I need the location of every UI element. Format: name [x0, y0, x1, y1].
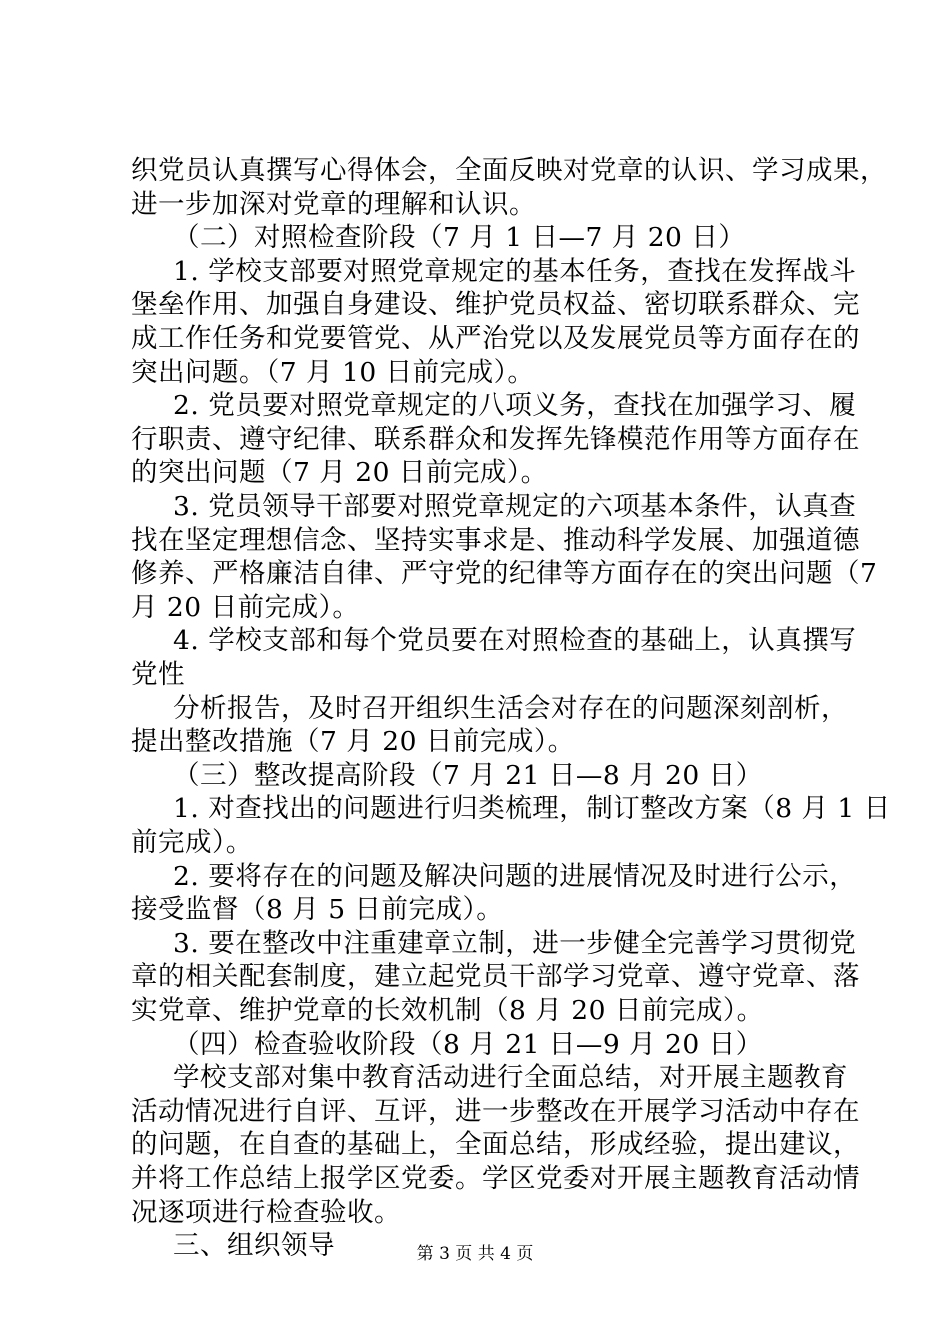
paragraph-line: 的问题，在自查的基础上，全面总结，形成经验，提出建议，: [131, 1129, 860, 1161]
paragraph-line: 找在坚定理想信念、坚持实事求是、推动科学发展、加强道德: [131, 524, 860, 556]
paragraph-line: 活动情况进行自评、互评，进一步整改在开展学习活动中存在: [131, 1095, 860, 1127]
paragraph-line: 3. 要在整改中注重建章立制，进一步健全完善学习贯彻党: [173, 927, 857, 959]
paragraph-line: 实党章、维护党章的长效机制（8 月 20 日前完成）。: [131, 995, 764, 1026]
paragraph-line: 的突出问题（7 月 20 日前完成）。: [131, 457, 548, 489]
paragraph-line: 接受监督（8 月 5 日前完成）。: [131, 894, 504, 926]
paragraph-line: 1. 学校支部要对照党章规定的基本任务，查找在发挥战斗: [173, 255, 857, 287]
paragraph-line: 进一步加深对党章的理解和认识。: [131, 188, 536, 220]
paragraph-line: 突出问题。（7 月 10 日前完成）。: [131, 356, 535, 388]
paragraph-line: 党性: [131, 659, 185, 690]
paragraph-line: 学校支部对集中教育活动进行全面总结，对开展主题教育: [173, 1062, 848, 1094]
paragraph-line: 分析报告，及时召开组织生活会对存在的问题深刻剖析，: [173, 692, 848, 724]
paragraph-line: 章的相关配套制度，建立起党员干部学习党章、遵守党章、落: [131, 961, 860, 993]
paragraph-line: 2. 要将存在的问题及解决问题的进展情况及时进行公示，: [173, 860, 857, 892]
paragraph-line: 前完成）。: [131, 827, 253, 858]
paragraph-line: 1. 对查找出的问题进行归类梳理，制订整改方案（8 月 1 日: [173, 793, 891, 825]
paragraph-line: （三）整改提高阶段（7 月 21 日—8 月 20 日）: [173, 759, 763, 791]
paragraph-line: 2. 党员要对照党章规定的八项义务，查找在加强学习、履: [173, 390, 857, 422]
paragraph-line: 行职责、遵守纪律、联系群众和发挥先锋模范作用等方面存在: [131, 423, 860, 455]
paragraph-line: 修养、严格廉洁自律、严守党的纪律等方面存在的突出问题（7: [131, 558, 878, 590]
paragraph-line: 4. 学校支部和每个党员要在对照检查的基础上，认真撰写: [173, 625, 857, 657]
paragraph-line: 况逐项进行检查验收。: [131, 1196, 401, 1228]
paragraph-line: 堡垒作用、加强自身建设、维护党员权益、密切联系群众、完: [131, 289, 860, 321]
paragraph-line: 3. 党员领导干部要对照党章规定的六项基本条件，认真查: [173, 491, 857, 522]
paragraph-line: 月 20 日前完成）。: [131, 591, 360, 623]
paragraph-line: （四）检查验收阶段（8 月 21 日—9 月 20 日）: [173, 1028, 763, 1060]
paragraph-line: （二）对照检查阶段（7 月 1 日—7 月 20 日）: [173, 222, 746, 254]
paragraph-line: 成工作任务和党要管党、从严治党以及发展党员等方面存在的: [131, 323, 860, 354]
paragraph-line: 并将工作总结上报学区党委。学区党委对开展主题教育活动情: [131, 1163, 860, 1194]
paragraph-line: 三、组织领导: [173, 1230, 335, 1262]
paragraph-line: 提出整改措施（7 月 20 日前完成）。: [131, 726, 575, 758]
paragraph-line: 织党员认真撰写心得体会，全面反映对党章的认识、学习成果，: [131, 155, 887, 186]
page-footer: 第 3 页 共 4 页: [416, 1244, 534, 1264]
